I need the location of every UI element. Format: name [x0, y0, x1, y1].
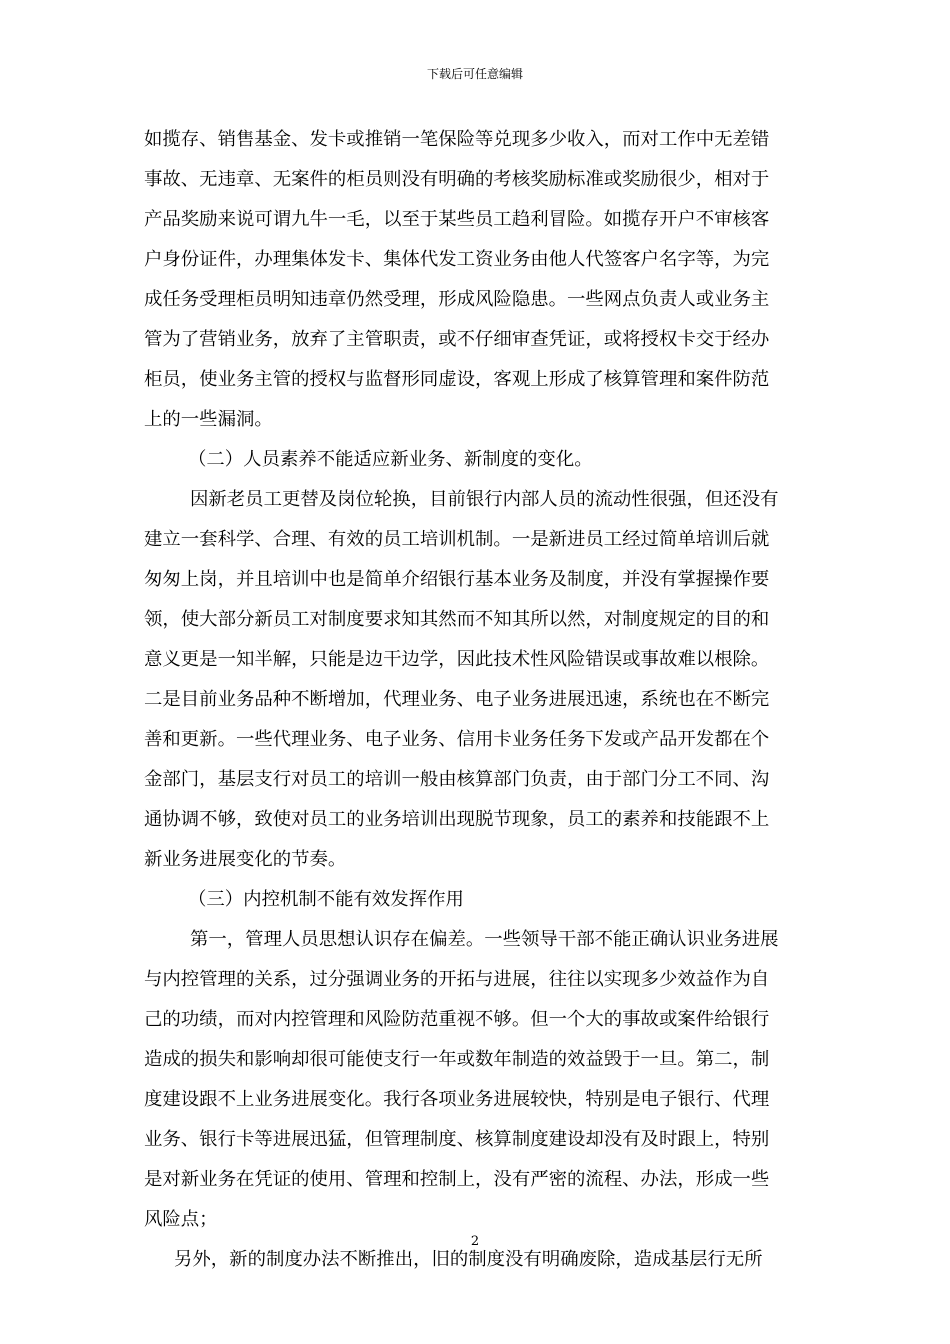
text-line: 与内控管理的关系，过分强调业务的开拓与进展，往往以实现多少效益作为自: [144, 969, 770, 990]
text-line: 业务、银行卡等进展迅猛，但管理制度、核算制度建设却没有及时跟上，特别: [144, 1129, 770, 1150]
text-line: 己的功绩，而对内控管理和风险防范重视不够。但一个大的事故或案件给银行: [144, 1009, 770, 1030]
text-line: 是对新业务在凭证的使用、管理和控制上，没有严密的流程、办法，形成一些: [144, 1169, 770, 1190]
text-line: 金部门，基层支行对员工的培训一般由核算部门负责，由于部门分工不同、沟: [144, 769, 770, 790]
page-number: 2: [470, 1234, 480, 1249]
text-line: 上的一些漏洞。: [144, 409, 273, 430]
text-line: 度建设跟不上业务进展变化。我行各项业务进展较快，特别是电子银行、代理: [144, 1089, 770, 1110]
text-line: 产品奖励来说可谓九牛一毛，以至于某些员工趋利冒险。如揽存开户不审核客: [144, 209, 770, 230]
text-line: 风险点；: [144, 1209, 218, 1230]
text-line: 事故、无违章、无案件的柜员则没有明确的考核奖励标准或奖励很少，相对于: [144, 169, 770, 190]
text-line: 户身份证件，办理集体发卡、集体代发工资业务由他人代签客户名字等，为完: [144, 249, 770, 270]
text-line: 建立一套科学、合理、有效的员工培训机制。一是新进员工经过简单培训后就: [144, 529, 770, 550]
text-line: 第一，管理人员思想认识存在偏差。一些领导干部不能正确认识业务进展: [190, 929, 779, 950]
text-line: 因新老员工更替及岗位轮换，目前银行内部人员的流动性很强，但还没有: [190, 489, 779, 510]
document-body: [144, 120, 806, 1280]
text-line: 管为了营销业务，放弃了主管职责，或不仔细审查凭证，或将授权卡交于经办: [144, 329, 770, 350]
section-heading: （三）内控机制不能有效发挥作用: [188, 889, 464, 910]
text-line: 另外，新的制度办法不断推出，旧的制度没有明确废除，造成基层行无所: [174, 1249, 763, 1270]
text-line: 匆匆上岗，并且培训中也是简单介绍银行基本业务及制度，并没有掌握操作要: [144, 569, 770, 590]
text-line: 二是目前业务品种不断增加，代理业务、电子业务进展迅速，系统也在不断完: [144, 689, 770, 710]
text-line: 通协调不够，致使对员工的业务培训出现脱节现象，员工的素养和技能跟不上: [144, 809, 770, 830]
text-line: 善和更新。一些代理业务、电子业务、信用卡业务任务下发或产品开发都在个: [144, 729, 770, 750]
page-header: 下载后可任意编辑: [426, 67, 523, 81]
text-line: 如揽存、销售基金、发卡或推销一笔保险等兑现多少收入，而对工作中无差错: [144, 129, 770, 150]
text-line: 新业务进展变化的节奏。: [144, 849, 347, 870]
text-line: 造成的损失和影响却很可能使支行一年或数年制造的效益毁于一旦。第二，制: [144, 1049, 770, 1070]
section-heading: （二）人员素养不能适应新业务、新制度的变化。: [188, 449, 593, 470]
text-line: 成任务受理柜员明知违章仍然受理，形成风险隐患。一些网点负责人或业务主: [144, 289, 770, 310]
text-line: 柜员，使业务主管的授权与监督形同虚设，客观上形成了核算管理和案件防范: [144, 369, 770, 390]
text-line: 意义更是一知半解，只能是边干边学，因此技术性风险错误或事故难以根除。: [144, 649, 770, 670]
text-line: 领，使大部分新员工对制度要求知其然而不知其所以然，对制度规定的目的和: [144, 609, 770, 630]
